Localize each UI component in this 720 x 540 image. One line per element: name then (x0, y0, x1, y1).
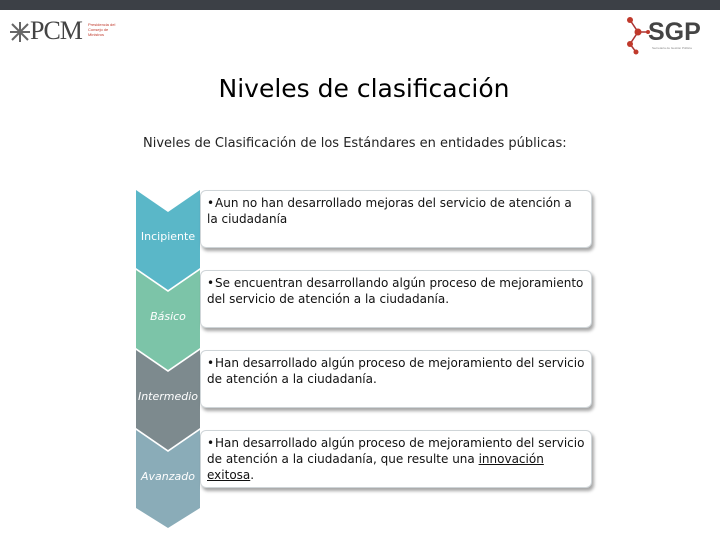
level-text-avanzado-exitosa: exitosa (207, 468, 251, 482)
page-title: Niveles de clasificación (218, 74, 510, 103)
level-text-avanzado-start: Han desarrollado algún proceso de mejoramiento del servicio de atención a la ciudadanía, que resulte una (207, 436, 585, 466)
level-label-incipiente: Incipiente (140, 230, 196, 243)
bullet: • (207, 356, 215, 370)
level-description-intermedio (200, 350, 592, 408)
sgp-logo-text: SGP (648, 18, 701, 46)
pcm-logo-subtitle: Presidencia del Consejo de Ministros (88, 22, 116, 37)
level-text-incipiente: Aun no han desarrollado mejoras del servicio de atención a la ciudadanía (207, 196, 572, 226)
page-subtitle: Niveles de Clasificación de los Estándares en entidades públicas: (143, 136, 567, 151)
level-label-intermedio: Intermedio (137, 390, 199, 403)
level-description-avanzado (200, 430, 592, 488)
bullet: • (207, 436, 215, 450)
level-text-intermedio: Han desarrollado algún proceso de mejoramiento del servicio de atención a la ciudadanía. (207, 356, 585, 386)
level-text-avanzado-innovacion: innovación (478, 452, 544, 466)
pcm-logo-text: PCM (30, 16, 82, 45)
level-label-avanzado: Avanzado (141, 470, 195, 483)
level-description-incipiente (200, 190, 592, 248)
level-text-basico: Se encuentran desarrollando algún proceso de mejoramiento del servicio de atención a la ciudadanía. (207, 276, 584, 306)
level-text-avanzado-end: . (250, 468, 255, 482)
level-description-basico (200, 270, 592, 328)
level-label-basico: Básico (150, 310, 186, 323)
bullet: • (207, 196, 215, 210)
bullet: • (207, 276, 215, 290)
sgp-logo-subtitle: Secretaría de Gestión Pública (652, 46, 692, 50)
